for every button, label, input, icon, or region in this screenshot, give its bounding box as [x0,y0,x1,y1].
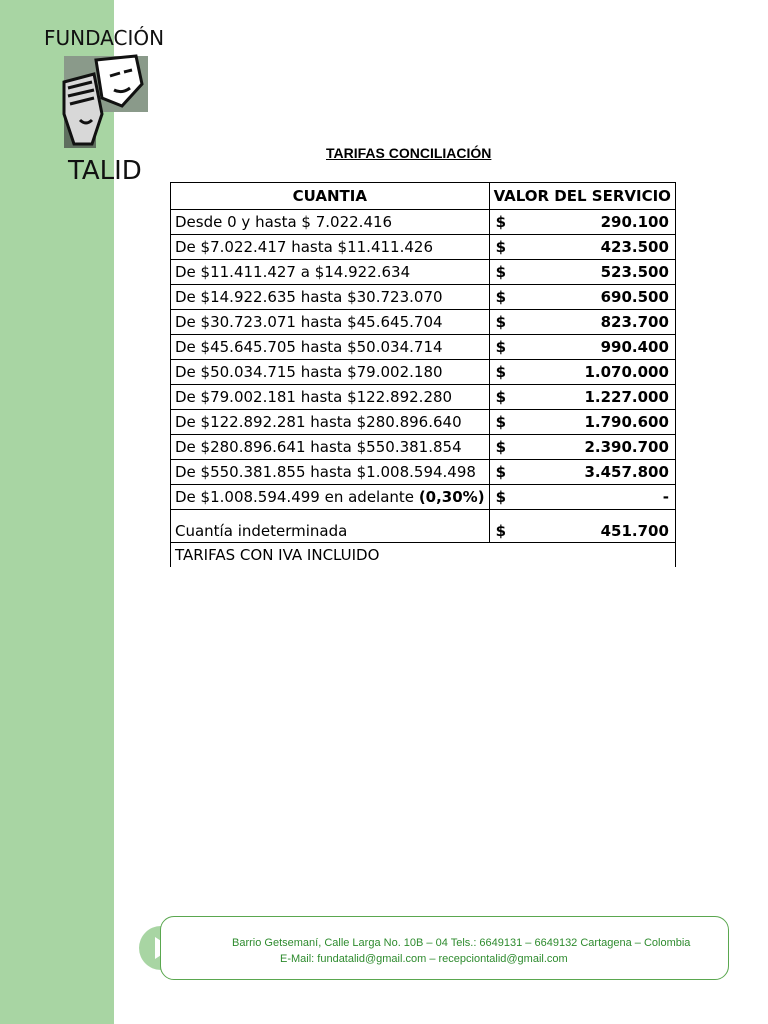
iva-note: TARIFAS CON IVA INCLUIDO [171,543,676,568]
range-text: De $11.411.427 a $14.922.634 [175,263,411,281]
header-cuantia: CUANTIA [171,183,490,210]
footer-address: Barrio Getsemaní, Calle Larga No. 10B – 04 Tels.: 6649131 – 6649132 Cartagena – Colombia [232,937,691,949]
value-cell [489,460,675,485]
currency-symbol: $ [495,463,506,481]
table-row [171,360,676,385]
logo-bottom-text: TALID [68,156,142,186]
amount: - [662,488,669,506]
range-cell [171,485,490,510]
amount: 3.457.800 [584,463,669,481]
currency-symbol: $ [495,313,506,331]
range-text: Desde 0 y hasta $ 7.022.416 [175,213,393,231]
range-cell [171,235,490,260]
table-row [171,260,676,285]
table-row [171,410,676,435]
amount: 523.500 [600,263,669,281]
percentage-suffix: (0,30%) [418,488,485,506]
amount: 1.070.000 [584,363,669,381]
range-text: De $50.034.715 hasta $79.002.180 [175,363,443,381]
range-cell [171,435,490,460]
range-text: De $14.922.635 hasta $30.723.070 [175,288,443,306]
currency-symbol: $ [495,288,506,306]
value-cell [489,335,675,360]
amount: 290.100 [600,213,669,231]
table-row [171,285,676,310]
value-cell [489,435,675,460]
currency-symbol: $ [495,388,506,406]
range-cell [171,210,490,235]
table-row [171,235,676,260]
rates-table [170,182,676,567]
range-text: De $550.381.855 hasta $1.008.594.498 [175,463,476,481]
range-cell [171,335,490,360]
range-cell [171,410,490,435]
amount: 423.500 [600,238,669,256]
amount: 690.500 [600,288,669,306]
logo-top-text: FUNDACIÓN [44,26,165,50]
table-row [171,335,676,360]
header-valor: VALOR DEL SERVICIO [489,183,675,210]
range-cell [171,285,490,310]
amount: 2.390.700 [584,438,669,456]
document-title: TARIFAS CONCILIACIÓN [326,145,492,161]
range-text: De $30.723.071 hasta $45.645.704 [175,313,443,331]
table-note-row [171,543,676,568]
value-cell [489,410,675,435]
range-text: De $1.008.594.499 en adelante [175,488,415,506]
table-row [171,310,676,335]
value-cell [489,485,675,510]
value-cell [489,310,675,335]
value-cell [489,260,675,285]
range-text: De $79.002.181 hasta $122.892.280 [175,388,453,406]
value-cell [489,285,675,310]
range-cell [171,360,490,385]
value-cell [489,210,675,235]
amount: 1.227.000 [584,388,669,406]
table-row [171,510,676,543]
amount: 451.700 [600,522,669,540]
currency-symbol: $ [495,238,506,256]
amount: 990.400 [600,338,669,356]
range-cell [171,385,490,410]
currency-symbol: $ [495,363,506,381]
currency-symbol: $ [495,488,506,506]
logo-masks-icon [58,54,150,150]
table-row [171,210,676,235]
amount: 1.790.600 [584,413,669,431]
range-text: De $45.645.705 hasta $50.034.714 [175,338,443,356]
amount: 823.700 [600,313,669,331]
table-row [171,435,676,460]
table-header-row [171,183,676,210]
footer-email: E-Mail: fundatalid@gmail.com – recepciontalid@gmail.com [280,953,568,965]
currency-symbol: $ [495,522,506,540]
table-row [171,385,676,410]
currency-symbol: $ [495,438,506,456]
table-row [171,485,676,510]
table-body [171,210,676,568]
currency-symbol: $ [495,263,506,281]
value-cell [489,385,675,410]
table-row [171,460,676,485]
green-sidebar [0,0,114,1024]
currency-symbol: $ [495,338,506,356]
range-cell [171,310,490,335]
currency-symbol: $ [495,213,506,231]
value-cell [489,235,675,260]
range-cell [171,460,490,485]
value-cell [489,510,675,543]
range-text: De $280.896.641 hasta $550.381.854 [175,438,462,456]
range-text: Cuantía indeterminada [175,522,348,540]
currency-symbol: $ [495,413,506,431]
value-cell [489,360,675,385]
range-cell [171,260,490,285]
range-cell [171,510,490,543]
range-text: De $7.022.417 hasta $11.411.426 [175,238,433,256]
range-text: De $122.892.281 hasta $280.896.640 [175,413,462,431]
